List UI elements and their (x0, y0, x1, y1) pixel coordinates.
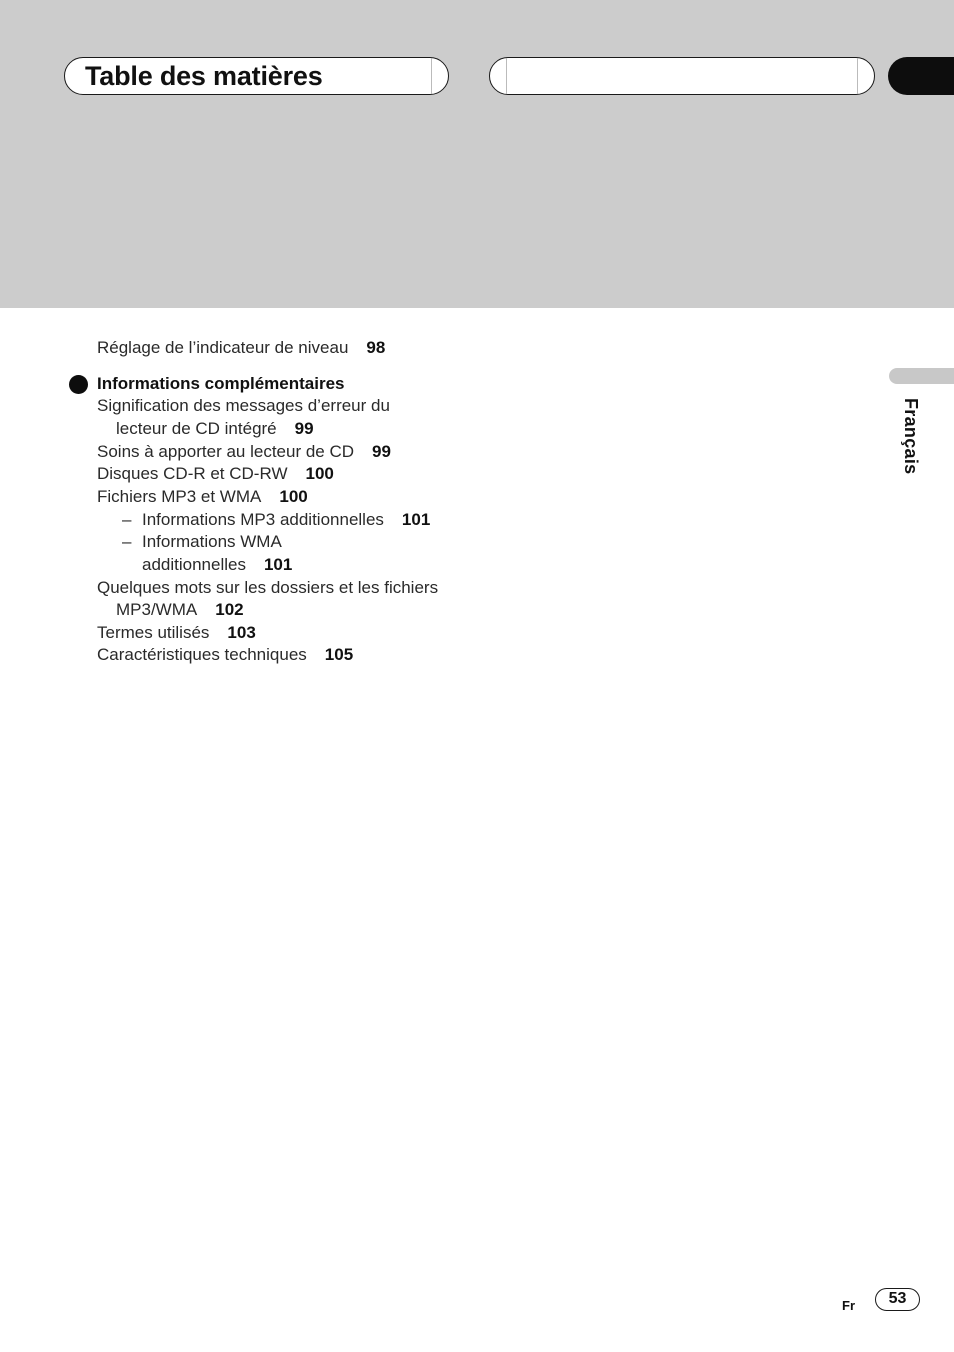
toc-entry-page: 100 (305, 464, 334, 483)
title-box-divider (431, 58, 432, 94)
toc-entry-page: 102 (215, 600, 244, 619)
toc-entry-page: 103 (227, 623, 256, 642)
toc-entry-text: Caractéristiques techniques (97, 645, 307, 664)
toc-entry[interactable] (97, 463, 334, 485)
toc-entry-continuation[interactable] (116, 418, 314, 440)
dash-marker: – (122, 532, 132, 551)
footer-language-code: Fr (842, 1298, 855, 1313)
header-band (0, 0, 954, 308)
section-bullet-icon (69, 375, 88, 394)
toc-entry-page: 98 (366, 338, 386, 357)
toc-entry-text-line1: Informations WMA (142, 532, 282, 551)
toc-entry-page: 101 (263, 555, 293, 574)
toc-entry-text-line2: MP3/WMA (116, 600, 198, 619)
toc-entry-page: 105 (324, 645, 354, 664)
toc-entry-page: 100 (279, 487, 308, 506)
toc-entry[interactable] (97, 395, 390, 417)
language-tab-marker (889, 368, 954, 384)
toc-entry-text: Réglage de l’indicateur de niveau (97, 338, 349, 357)
toc-entry-text-line1: Signification des messages d’erreur du (97, 396, 390, 415)
toc-entry-text: Disques CD-R et CD-RW (97, 464, 288, 483)
toc-entry[interactable] (97, 337, 385, 359)
toc-entry-page: 99 (372, 442, 391, 461)
toc-entry[interactable] (97, 441, 391, 463)
page-number: 53 (875, 1288, 920, 1311)
toc-entry-continuation[interactable] (116, 599, 244, 621)
page-title: Table des matières (85, 61, 323, 91)
toc-entry[interactable] (97, 486, 308, 508)
toc-subentry-continuation[interactable] (142, 554, 292, 576)
toc-entry-text-line2: lecteur de CD intégré (116, 419, 277, 438)
toc-entry-text: Soins à apporter au lecteur de CD (97, 442, 355, 461)
toc-entry[interactable] (97, 644, 353, 666)
title-box (64, 57, 449, 95)
toc-entry-page: 101 (401, 510, 431, 529)
toc-entry[interactable] (97, 622, 256, 644)
language-label: Français (901, 398, 921, 475)
dash-marker: – (122, 510, 132, 529)
blank-box-divider-right (857, 58, 858, 94)
toc-entry-text: Fichiers MP3 et WMA (97, 487, 262, 506)
toc-subentry[interactable] (122, 531, 282, 553)
toc-entry-text-line2: additionnelles (142, 555, 246, 574)
header-black-tab (888, 57, 954, 95)
toc-entry-text-line1: Quelques mots sur les dossiers et les fichiers (97, 578, 439, 597)
toc-entry[interactable] (97, 577, 438, 599)
blank-box-divider-left (506, 58, 507, 94)
toc-section-heading[interactable]: Informations complémentaires (97, 374, 345, 393)
toc-entry-page: 99 (294, 419, 314, 438)
toc-subentry[interactable] (122, 509, 430, 531)
toc-entry-text: Informations MP3 additionnelles (142, 510, 384, 529)
blank-header-box (489, 57, 875, 95)
toc-entry-text: Termes utilisés (97, 623, 210, 642)
